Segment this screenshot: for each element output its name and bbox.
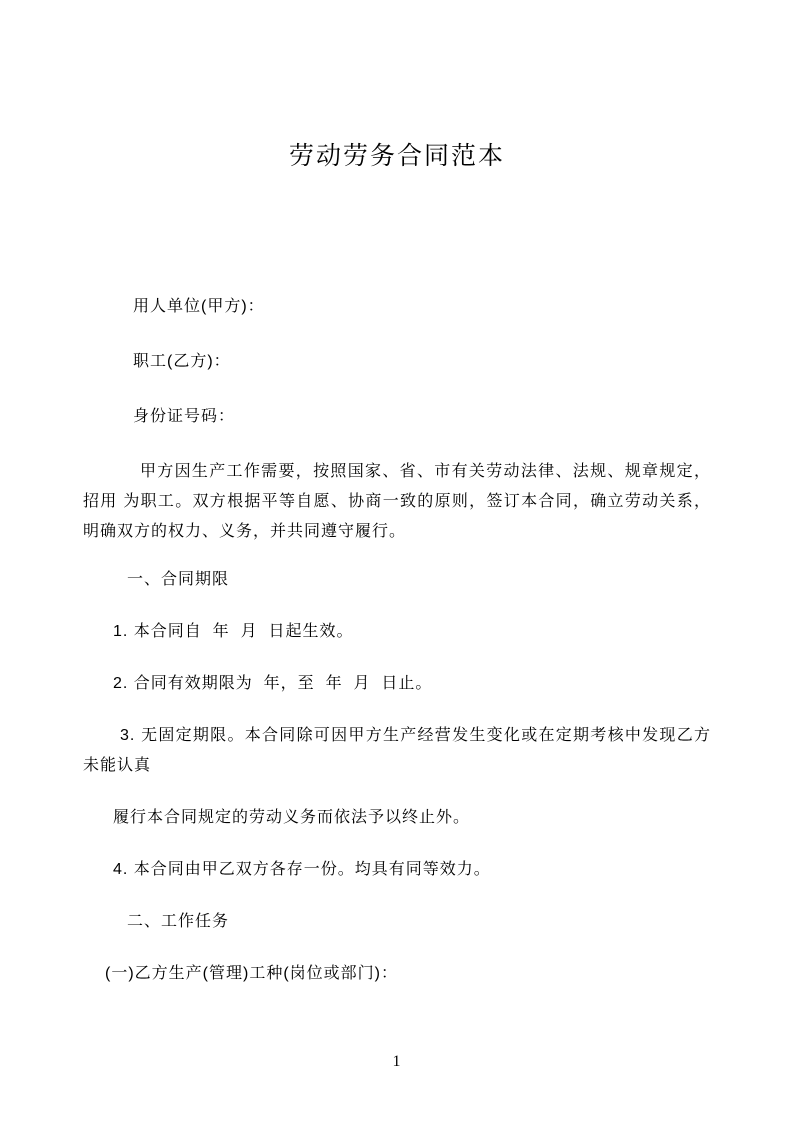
label-party-b: 职工(乙方)： — [133, 353, 231, 370]
clause-1-2: 2. 合同有效期限为 年，至 年 月 日止。 — [113, 675, 433, 692]
page-number: 1 — [392, 1053, 401, 1070]
document-content — [83, 140, 711, 1011]
label-id-number: 身份证号码： — [133, 408, 236, 425]
preamble-paragraph: 甲方因生产工作需要，按照国家、省、市有关劳动法律、法规、规章规定，招用 为职工。双方根据平等自愿、协商一致的原则，签订本合同，确立劳动关系，明确双方的权力、义务，并共同遵守履行。 — [83, 463, 711, 540]
section-heading-1: 一、合同期限 — [127, 571, 230, 588]
clause-1-3: 3. 无固定期限。本合同除可因甲方生产经营发生变化或在定期考核中发现乙方未能认真 — [83, 727, 711, 774]
clause-1-4: 4. 本合同由甲乙双方各存一份。均具有同等效力。 — [113, 861, 491, 878]
clause-1-1: 1. 本合同自 年 月 日起生效。 — [113, 623, 354, 640]
clause-1-3-continued: 履行本合同规定的劳动义务而依法予以终止外。 — [113, 809, 471, 826]
section-heading-2: 二、工作任务 — [127, 913, 230, 930]
clause-2-1: (一)乙方生产(管理)工种(岗位或部门)： — [105, 965, 398, 982]
document-title: 劳动劳务合同范本 — [288, 142, 505, 170]
label-party-a: 用人单位(甲方)： — [133, 298, 265, 315]
